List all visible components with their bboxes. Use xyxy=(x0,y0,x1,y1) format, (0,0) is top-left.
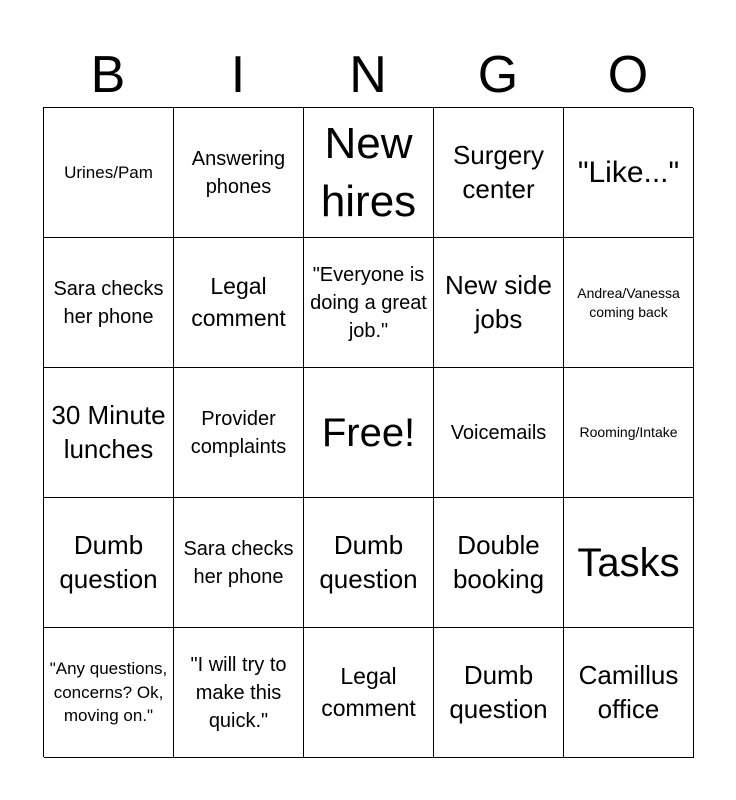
free-space-text: Free! xyxy=(321,410,416,455)
bingo-cell[interactable] xyxy=(434,498,564,628)
cell-text: Dumb question xyxy=(449,659,548,724)
cell-text: Double booking xyxy=(452,529,545,594)
bingo-cell[interactable] xyxy=(174,238,304,368)
bingo-cell[interactable] xyxy=(304,628,434,758)
cell-text: Provider complaints xyxy=(190,407,287,458)
bingo-cell[interactable] xyxy=(434,108,564,238)
header-letter-n: N xyxy=(349,46,387,104)
bingo-header xyxy=(43,42,693,108)
bingo-cell[interactable] xyxy=(564,238,694,368)
header-letter-g: G xyxy=(477,46,519,104)
cell-text: New side jobs xyxy=(445,269,552,334)
cell-text: "I will try to make this quick." xyxy=(190,653,287,732)
bingo-cell[interactable] xyxy=(174,368,304,498)
bingo-cell[interactable] xyxy=(174,108,304,238)
bingo-cell[interactable] xyxy=(564,368,694,498)
cell-text: Answering phones xyxy=(191,147,286,198)
cell-text: Surgery center xyxy=(452,139,545,204)
cell-text: Dumb question xyxy=(59,529,158,594)
cell-text: Urines/Pam xyxy=(64,162,153,182)
cell-text: Legal comment xyxy=(321,663,416,721)
bingo-cell[interactable] xyxy=(304,108,434,238)
bingo-cell[interactable] xyxy=(44,498,174,628)
bingo-cell[interactable] xyxy=(304,498,434,628)
cell-text: Dumb question xyxy=(319,529,418,594)
bingo-cell[interactable] xyxy=(564,628,694,758)
cell-text: Rooming/Intake xyxy=(579,424,678,441)
cell-text: Camillus office xyxy=(578,659,679,724)
bingo-cell[interactable] xyxy=(434,628,564,758)
header-letter-i: I xyxy=(230,46,246,104)
bingo-cell[interactable] xyxy=(44,368,174,498)
cell-text: 30 Minute lunches xyxy=(51,399,166,464)
bingo-cell[interactable] xyxy=(44,108,174,238)
cell-text: New hires xyxy=(320,119,417,226)
cell-text: "Like..." xyxy=(577,156,680,189)
cell-text: Sara checks her phone xyxy=(53,277,164,328)
header-letter-o: O xyxy=(607,46,649,104)
bingo-cell[interactable] xyxy=(564,498,694,628)
cell-text: Voicemails xyxy=(450,421,547,444)
bingo-cell[interactable] xyxy=(174,498,304,628)
bingo-cell[interactable] xyxy=(174,628,304,758)
cell-text: Tasks xyxy=(577,540,680,585)
header-letter-b: B xyxy=(90,46,126,104)
cell-text: "Any questions, concerns? Ok, moving on." xyxy=(49,658,168,726)
bingo-board xyxy=(43,107,693,757)
bingo-cell[interactable] xyxy=(434,238,564,368)
bingo-cell[interactable] xyxy=(434,368,564,498)
bingo-cell[interactable] xyxy=(44,628,174,758)
cell-text: Sara checks her phone xyxy=(183,537,294,588)
bingo-cell[interactable] xyxy=(44,238,174,368)
cell-text: "Everyone is doing a great job." xyxy=(310,263,427,342)
cell-text: Legal comment xyxy=(191,273,286,331)
bingo-cell[interactable] xyxy=(564,108,694,238)
bingo-cell[interactable] xyxy=(304,238,434,368)
bingo-cell-free[interactable] xyxy=(304,368,434,498)
cell-text: Andrea/Vanessa coming back xyxy=(577,284,680,320)
